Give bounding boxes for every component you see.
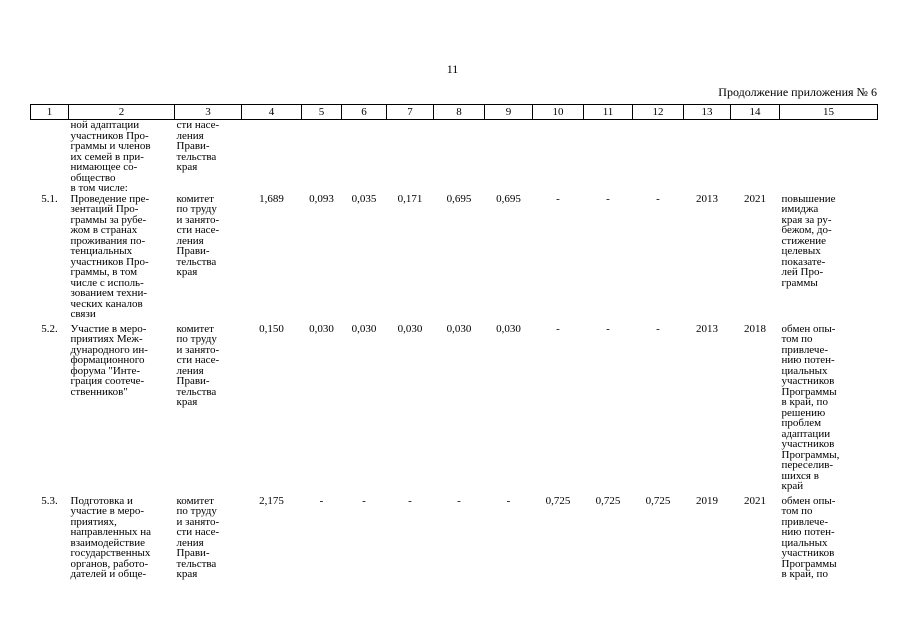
total-amount: 0,150 xyxy=(259,322,284,335)
text-line: по труду xyxy=(176,505,217,517)
text-line: шихся в xyxy=(781,469,819,482)
amount-cell: - xyxy=(506,494,511,507)
text-line: имиджа xyxy=(781,203,819,215)
column-header: 7 xyxy=(387,105,434,120)
text-line: края xyxy=(176,266,198,278)
activity-name-cell xyxy=(69,120,175,184)
column-header: 15 xyxy=(780,105,878,120)
column-header: 8 xyxy=(434,105,485,120)
text-line: том по xyxy=(781,505,813,517)
text-line: ственников" xyxy=(70,385,128,398)
text-line: целевых xyxy=(781,245,821,257)
expected-result-cell xyxy=(780,496,878,584)
text-line: Прави- xyxy=(176,245,210,257)
amount-cell: 0,725 xyxy=(545,494,571,507)
amount-cell: - xyxy=(556,192,560,205)
text-line: граммы, в том xyxy=(70,266,138,278)
text-line: края xyxy=(176,568,198,580)
text-line: по труду xyxy=(176,203,217,215)
row-number: 5.1. xyxy=(41,192,58,205)
text-line: проживания по- xyxy=(70,234,146,247)
subtitle-row xyxy=(31,183,878,194)
text-line: Подготовка и xyxy=(70,494,133,507)
text-line: привлече- xyxy=(781,515,828,528)
total-amount: 1,689 xyxy=(259,192,284,205)
amount-cell: - xyxy=(606,322,610,335)
text-line: зованием техни- xyxy=(70,287,148,299)
text-line: и занято- xyxy=(176,515,220,528)
text-line: участников xyxy=(781,375,835,387)
text-line: зентаций Про- xyxy=(70,203,139,215)
text-line: участников Про- xyxy=(70,129,149,142)
end-year: 2018 xyxy=(744,322,766,335)
amount-cell: 0,030 xyxy=(496,322,521,335)
text-line: и занято- xyxy=(176,213,220,226)
text-line: тельства xyxy=(176,557,217,570)
text-line: общество xyxy=(70,171,116,184)
start-year: 2013 xyxy=(696,192,718,205)
text-line: дународного ин- xyxy=(70,343,148,356)
text-line: участников xyxy=(781,547,835,559)
text-line: направленных на xyxy=(70,526,151,538)
text-line: Прави- xyxy=(176,140,210,152)
text-line: нимающее со- xyxy=(70,161,138,173)
text-line: нию потен- xyxy=(781,354,835,366)
expected-result-cell xyxy=(780,324,878,496)
text-line: граммы xyxy=(781,276,818,289)
text-line: ной адаптации xyxy=(70,119,140,131)
amount-cell: 0,725 xyxy=(595,494,621,507)
text-line: стижение xyxy=(781,234,827,247)
column-header: 14 xyxy=(731,105,780,120)
amount-cell: - xyxy=(656,322,660,335)
text-line: Проведение пре- xyxy=(70,192,150,205)
text-line: грация соотече- xyxy=(70,375,145,387)
text-line: циальных xyxy=(781,364,828,377)
activity-name-cell xyxy=(69,194,175,324)
text-line: приятиях, xyxy=(70,515,117,528)
text-line: край xyxy=(781,480,804,492)
table-row xyxy=(31,496,878,584)
amount-cell: - xyxy=(319,494,324,507)
text-line: Участие в меро- xyxy=(70,322,147,335)
text-line: ления xyxy=(176,536,204,549)
text-line: том по xyxy=(781,333,813,345)
amount-cell: 0,030 xyxy=(446,322,472,335)
activity-name-cell xyxy=(69,496,175,584)
text-line: решению xyxy=(781,406,826,419)
amount-cell: - xyxy=(656,192,660,205)
page-number: 11 xyxy=(446,62,459,76)
text-line: проблем xyxy=(781,417,822,429)
amount-cell: - xyxy=(408,494,412,507)
text-line: обмен опы- xyxy=(781,322,836,335)
column-header: 10 xyxy=(533,105,584,120)
column-header: 11 xyxy=(584,105,633,120)
column-header: 4 xyxy=(242,105,302,120)
text-line: участие в меро- xyxy=(70,505,145,517)
text-line: государственных xyxy=(70,547,151,559)
text-line: форума "Инте- xyxy=(70,364,141,377)
amount-cell: - xyxy=(606,192,610,205)
text-line: нию потен- xyxy=(781,526,835,538)
amount-cell: 0,695 xyxy=(446,192,472,205)
text-line: показате- xyxy=(781,255,826,268)
start-year: 2019 xyxy=(696,494,718,507)
end-year: 2021 xyxy=(744,192,766,205)
text-line: ления xyxy=(176,364,204,377)
executor-cell xyxy=(175,324,242,496)
text-line: и занято- xyxy=(176,343,220,356)
amount-cell: 0,030 xyxy=(351,322,377,335)
column-header: 2 xyxy=(69,105,175,120)
text-line: участников xyxy=(781,438,835,450)
text-line: в край, по xyxy=(781,396,828,408)
text-line: сти насе- xyxy=(176,526,220,538)
column-header: 6 xyxy=(342,105,387,120)
row-number: 5.2. xyxy=(41,322,58,335)
text-line: числе с исполь- xyxy=(70,276,144,289)
program-activities-table xyxy=(30,104,878,584)
text-line: дателей и обще- xyxy=(70,568,147,580)
text-line: Прави- xyxy=(176,375,210,387)
executor-cell xyxy=(175,194,242,324)
text-line: комитет xyxy=(176,322,214,335)
text-line: лей Про- xyxy=(781,266,824,278)
text-line: тельства xyxy=(176,150,217,163)
text-line: формационного xyxy=(70,354,145,366)
text-line: в край, по xyxy=(781,568,828,580)
amount-cell: 0,093 xyxy=(309,192,334,205)
text-line: приятиях Меж- xyxy=(70,333,143,345)
text-line: ления xyxy=(176,234,204,247)
amount-cell: 0,171 xyxy=(397,192,423,205)
amount-cell: 0,035 xyxy=(351,192,377,205)
text-line: сти насе- xyxy=(176,224,220,236)
subtitle-text: в том числе: xyxy=(70,182,128,194)
text-line: связи xyxy=(70,308,96,320)
amount-cell: - xyxy=(362,494,366,507)
column-header: 9 xyxy=(485,105,533,120)
expected-result-cell xyxy=(780,194,878,324)
activity-name-cell xyxy=(69,324,175,496)
text-line: края xyxy=(176,161,198,173)
table-row xyxy=(31,324,878,496)
total-amount: 2,175 xyxy=(259,494,284,507)
text-line: адаптации xyxy=(781,427,831,440)
column-header: 13 xyxy=(684,105,731,120)
text-line: органов, работо- xyxy=(70,557,149,570)
text-line: тельства xyxy=(176,385,217,398)
text-line: сти насе- xyxy=(176,354,220,366)
column-header: 5 xyxy=(302,105,342,120)
column-header: 1 xyxy=(31,105,69,120)
text-line: бежом, до- xyxy=(781,224,832,236)
text-line: циальных xyxy=(781,536,828,549)
text-line: комитет xyxy=(176,192,214,205)
amount-cell: - xyxy=(457,494,461,507)
text-line: ческих каналов xyxy=(70,297,143,310)
text-line: граммы за рубе- xyxy=(70,213,147,226)
column-header: 12 xyxy=(633,105,684,120)
executor-cell xyxy=(175,496,242,584)
executor-cell xyxy=(175,120,242,184)
text-line: тенциальных xyxy=(70,245,133,257)
text-line: края за ру- xyxy=(781,213,832,226)
continued-row xyxy=(31,120,878,184)
text-line: жом в странах xyxy=(70,224,138,236)
table-row xyxy=(31,194,878,324)
amount-cell: - xyxy=(556,322,560,335)
text-line: их семей в при- xyxy=(70,150,144,163)
end-year: 2021 xyxy=(744,494,766,507)
text-line: комитет xyxy=(176,494,214,507)
text-line: Программы xyxy=(781,557,837,570)
amount-cell: 0,695 xyxy=(496,192,521,205)
text-line: участников Про- xyxy=(70,255,149,268)
text-line: Прави- xyxy=(176,547,210,559)
text-line: тельства xyxy=(176,255,217,268)
start-year: 2013 xyxy=(696,322,718,335)
text-line: края xyxy=(176,396,198,408)
column-header: 3 xyxy=(175,105,242,120)
text-line: взаимодействие xyxy=(70,536,145,549)
text-line: Программы, xyxy=(781,448,840,461)
text-line: переселив- xyxy=(781,459,834,471)
text-line: Программы xyxy=(781,385,837,398)
text-line: по труду xyxy=(176,333,217,345)
text-line: ления xyxy=(176,129,204,142)
amount-cell: 0,030 xyxy=(309,322,334,335)
text-line: обмен опы- xyxy=(781,494,836,507)
header-row xyxy=(31,105,878,120)
text-line: граммы и членов xyxy=(70,140,151,152)
row-number: 5.3. xyxy=(41,494,58,507)
amount-cell: 0,030 xyxy=(397,322,423,335)
text-line: привлече- xyxy=(781,343,828,356)
amount-cell: 0,725 xyxy=(645,494,671,507)
text-line: повышение xyxy=(781,192,836,205)
text-line: сти насе- xyxy=(176,119,220,131)
continuation-label: Продолжение приложения № 6 xyxy=(718,85,877,99)
